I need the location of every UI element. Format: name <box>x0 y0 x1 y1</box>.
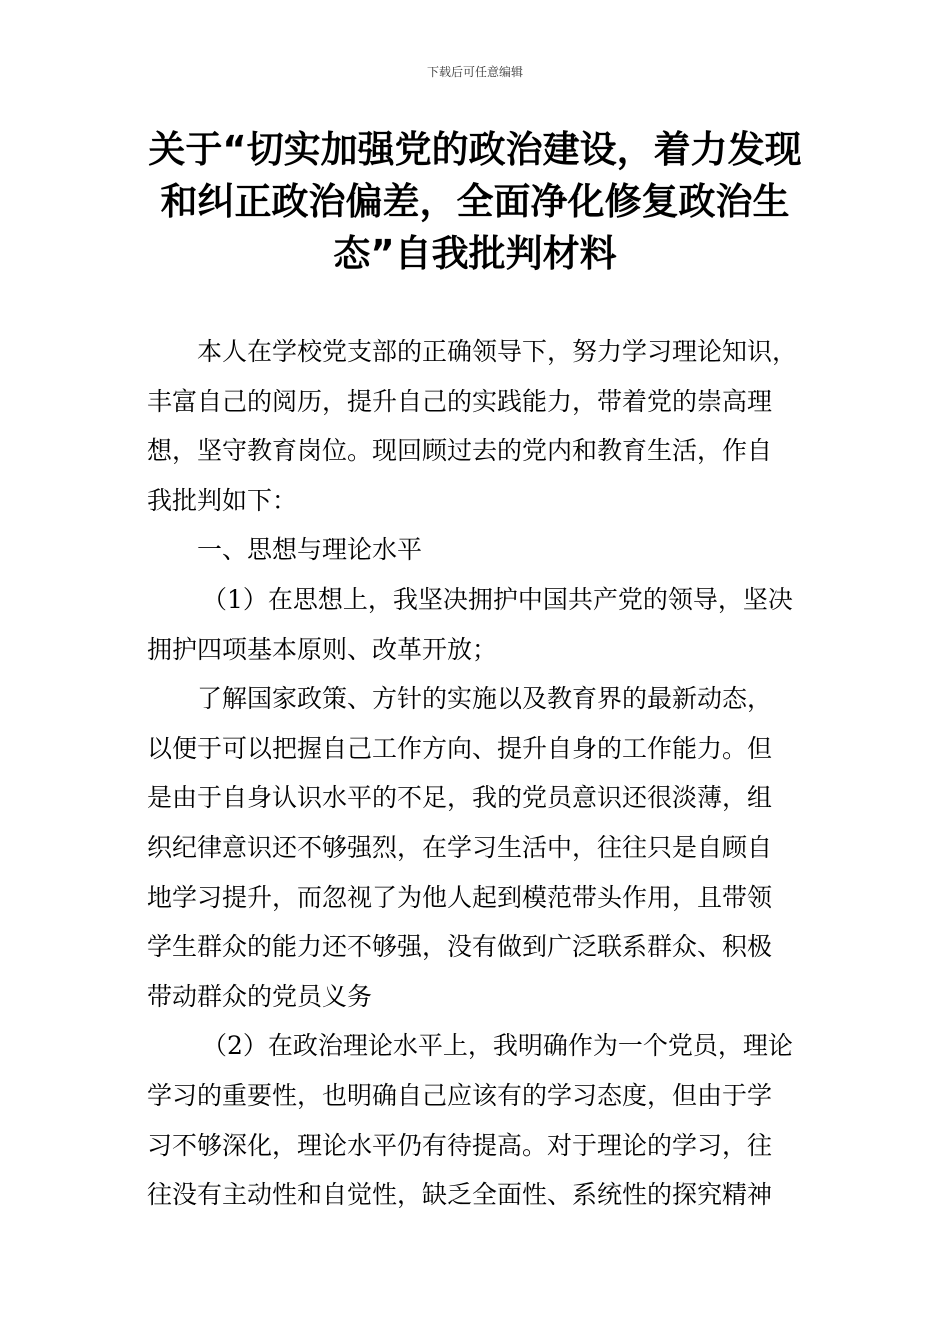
paragraph-line: 了解国家政策、方针的实施以及教育界的最新动态， <box>197 684 773 714</box>
section-heading: 一、思想与理论水平 <box>197 535 423 565</box>
paragraph-line: 是由于自身认识水平的不足，我的党员意识还很淡薄，组 <box>147 783 773 813</box>
paragraph-line: 学习的重要性，也明确自己应该有的学习态度，但由于学 <box>147 1080 773 1110</box>
paragraph-line: 我批判如下： <box>147 485 298 515</box>
title-line-1: 关于“切实加强党的政治建设，着力发现 <box>148 128 802 171</box>
paragraph-line: 以便于可以把握自己工作方向、提升自身的工作能力。但 <box>147 733 773 763</box>
paragraph-line: 想，坚守教育岗位。现回顾过去的党内和教育生活，作自 <box>147 436 773 466</box>
document-title <box>0 124 950 280</box>
title-line-2: 和纠正政治偏差，全面净化修复政治生 <box>160 180 790 223</box>
paragraph-line: （1）在思想上，我坚决拥护中国共产党的领导，坚决 <box>202 584 793 614</box>
paragraph-line: 本人在学校党支部的正确领导下，努力学习理论知识， <box>197 337 798 366</box>
paragraph-line: 丰富自己的阅历，提升自己的实践能力，带着党的崇高理 <box>147 386 773 416</box>
paragraph-line: 往没有主动性和自觉性，缺乏全面性、系统性的探究精神 <box>147 1180 773 1210</box>
paragraph-line: 习不够深化，理论水平仍有待提高。对于理论的学习，往 <box>147 1130 773 1160</box>
paragraph-line: 拥护四项基本原则、改革开放； <box>147 634 498 664</box>
paragraph-line: 织纪律意识还不够强烈，在学习生活中，往往只是自顾自 <box>147 832 773 862</box>
paragraph-line: 地学习提升，而忽视了为他人起到模范带头作用，且带领 <box>147 882 773 912</box>
paragraph-line: （2）在政治理论水平上，我明确作为一个党员，理论 <box>202 1031 793 1061</box>
title-line-3: 态”自我批判材料 <box>333 232 617 275</box>
paragraph-line: 学生群众的能力还不够强，没有做到广泛联系群众、积极 <box>147 932 773 962</box>
document-body <box>147 327 812 1220</box>
page-header-note: 下载后可任意编辑 <box>426 65 523 79</box>
paragraph-line: 带动群众的党员义务 <box>147 981 373 1011</box>
